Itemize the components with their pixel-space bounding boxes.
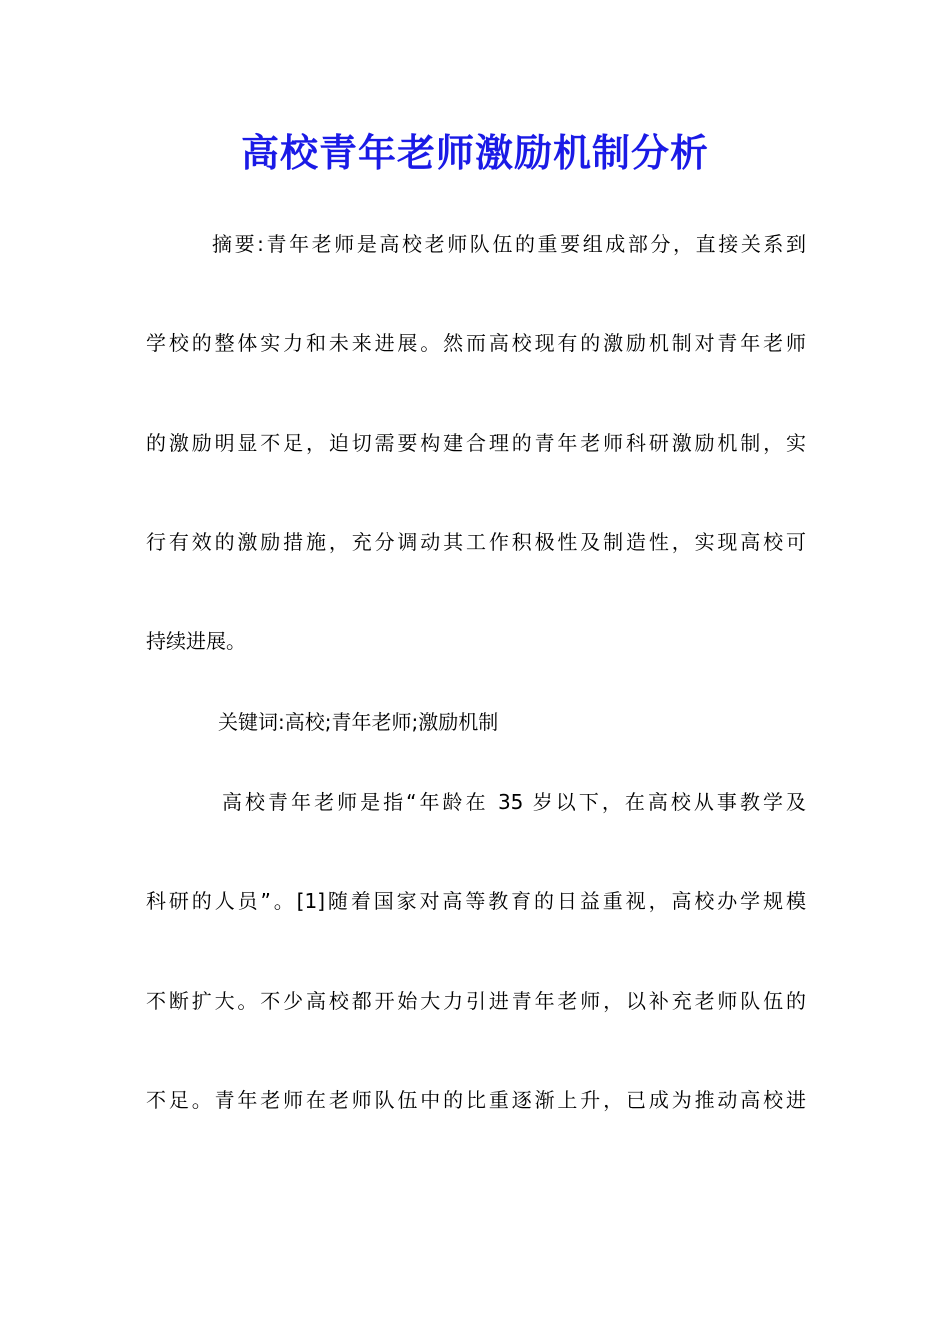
abstract-line: 持续进展。 [146, 629, 246, 653]
abstract-line: 行有效的激励措施，充分调动其工作积极性及制造性，实现高校可 [146, 530, 806, 554]
body-line: 不断扩大。不少高校都开始大力引进青年老师，以补充老师队伍的 [146, 989, 806, 1013]
abstract-line: 摘要:青年老师是高校老师队伍的重要组成部分，直接关系到 [212, 232, 806, 256]
keywords-line: 关键词:高校;青年老师;激励机制 [218, 710, 499, 734]
document-title: 高校青年老师激励机制分析 [240, 130, 709, 175]
abstract-line: 学校的整体实力和未来进展。然而高校现有的激励机制对青年老师 [146, 331, 806, 355]
body-line: 高校青年老师是指“年龄在 35 岁以下，在高校从事教学及 [222, 790, 806, 814]
body-line: 科研的人员”。[1]随着国家对高等教育的日益重视，高校办学规模 [146, 889, 806, 913]
body-line: 不足。青年老师在老师队伍中的比重逐渐上升，已成为推动高校进 [146, 1088, 806, 1112]
abstract-line: 的激励明显不足，迫切需要构建合理的青年老师科研激励机制，实 [146, 431, 806, 455]
